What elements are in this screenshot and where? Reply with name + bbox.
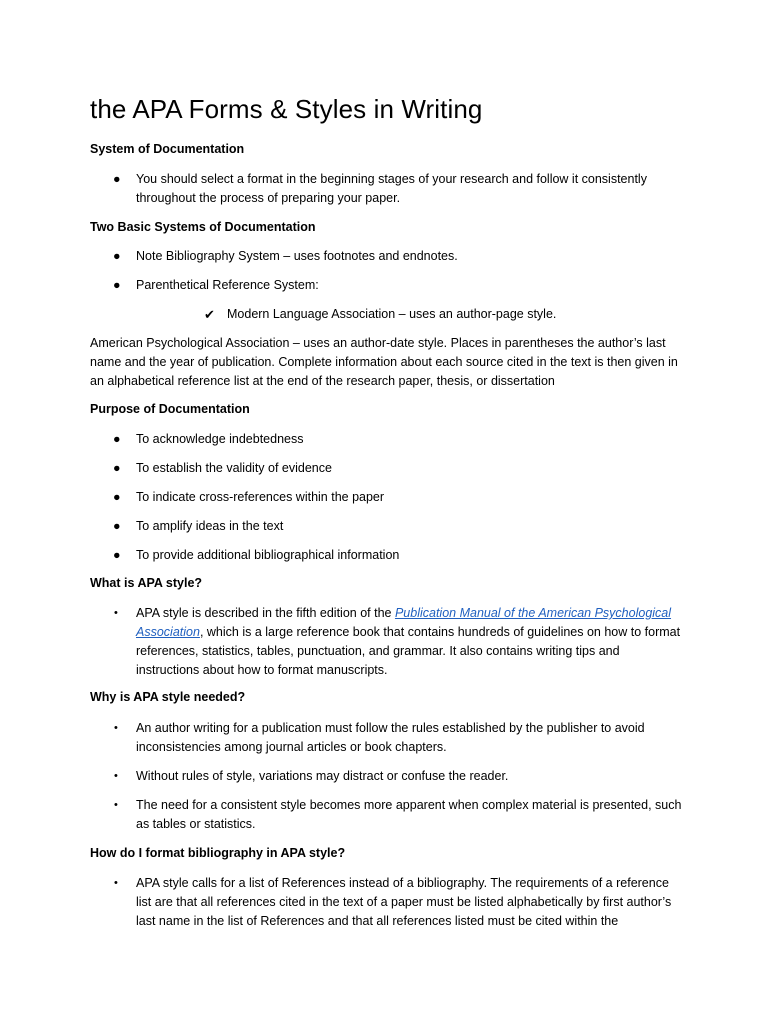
bullet-icon: •	[114, 722, 118, 734]
list-item-text: An author writing for a publication must follow the rules established by the publisher to avoid inconsistencies among journal articles or book chapters.	[136, 721, 645, 754]
list-item-text: To establish the validity of evidence	[136, 461, 332, 475]
checkmark-icon: ✔	[204, 307, 215, 322]
bullet-icon: ●	[113, 278, 121, 292]
list-item-text: You should select a format in the beginning stages of your research and follow it consistently throughout the process of preparing your paper.	[136, 172, 647, 205]
heading-format: How do I format bibliography in APA style?	[90, 846, 346, 860]
what-is-text-post: , which is a large reference book that contains hundreds of guidelines on how to format references, statistics, tables, punctuation, and grammar. It also contains writing tips and instructions about how to format manuscripts.	[136, 625, 681, 677]
list-item-text	[136, 604, 684, 680]
bullet-icon: •	[114, 607, 118, 619]
publication-manual-link[interactable]: Publication Manual of the American Psychological Association	[136, 606, 672, 639]
bullet-icon: ●	[113, 490, 121, 504]
bullet-icon: ●	[113, 172, 121, 186]
list-item-text: Parenthetical Reference System:	[136, 278, 319, 292]
bullet-icon: •	[114, 799, 118, 811]
page-title: the APA Forms & Styles in Writing	[90, 94, 483, 124]
bullet-icon: •	[114, 877, 118, 889]
sub-list-item-text: Modern Language Association – uses an author-page style.	[227, 307, 557, 321]
list-item-text: The need for a consistent style becomes more apparent when complex material is presented, such as tables or statistics.	[136, 798, 682, 831]
list-item-text: To provide additional bibliographical information	[136, 548, 400, 562]
list-item-text: To amplify ideas in the text	[136, 519, 284, 533]
list-item-text: Note Bibliography System – uses footnotes and endnotes.	[136, 249, 458, 263]
bullet-icon: •	[114, 770, 118, 782]
list-item-text: Without rules of style, variations may distract or confuse the reader.	[136, 769, 509, 783]
what-is-text-pre: APA style is described in the fifth edition of the	[136, 606, 395, 620]
bullet-icon: ●	[113, 519, 121, 533]
bullet-icon: ●	[113, 432, 121, 446]
list-item-text: To indicate cross-references within the paper	[136, 490, 385, 504]
heading-what-is: What is APA style?	[90, 576, 203, 590]
heading-why: Why is APA style needed?	[90, 690, 246, 704]
bullet-icon: ●	[113, 249, 121, 263]
apa-paragraph: American Psychological Association – uses an author-date style. Places in parentheses the author’s last name and the year of publication. Complete information about each source cited in the text is then given in an alphabetical reference list at the end of the research paper, thesis, or dissertation	[90, 336, 678, 388]
heading-purpose: Purpose of Documentation	[90, 402, 250, 416]
bullet-icon: ●	[113, 461, 121, 475]
heading-system: System of Documentation	[90, 142, 245, 156]
list-item-text: APA style calls for a list of References instead of a bibliography. The requirements of a reference list are that all references cited in the text of a paper must be listed alphabetically by first author’s last name in the list of References and that all references listed must be cited within the	[136, 876, 672, 928]
list-item-text: To acknowledge indebtedness	[136, 432, 304, 446]
bullet-icon: ●	[113, 548, 121, 562]
heading-two-basic: Two Basic Systems of Documentation	[90, 220, 316, 234]
